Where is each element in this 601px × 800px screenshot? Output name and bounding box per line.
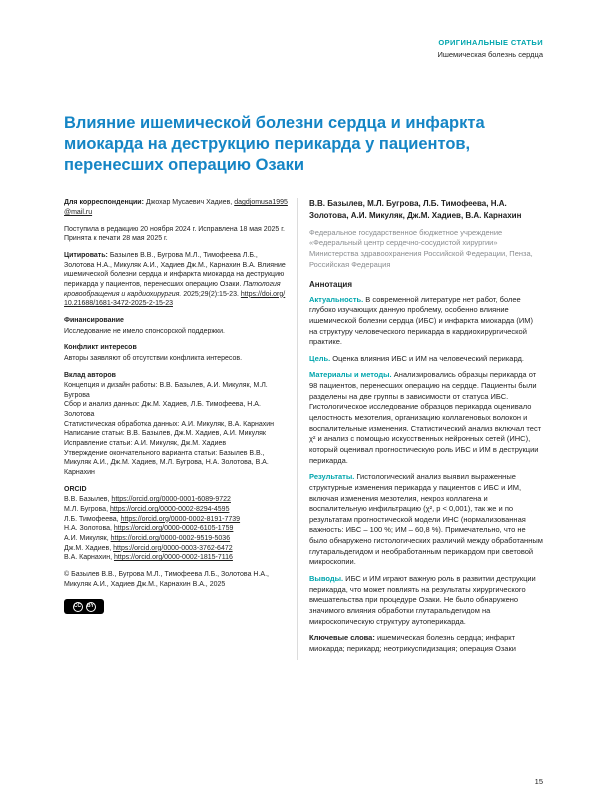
- page-header: [64, 38, 543, 59]
- contrib-item: Исправление статьи: А.И. Микуляк, Дж.М. Хадиев: [64, 440, 227, 448]
- funding-text: Исследование не имело спонсорской поддержки.: [64, 327, 225, 335]
- abstract-column: [297, 198, 543, 660]
- correspondence-name: Джохар Мусаевич Хадиев,: [145, 199, 233, 207]
- orcid-link[interactable]: https://orcid.org/0000-0002-9519-5036: [110, 535, 231, 543]
- keywords-block: [309, 633, 543, 654]
- author-contributions-block: [64, 371, 288, 478]
- orcid-link[interactable]: https://orcid.org/0000-0002-6105-1759: [113, 525, 234, 533]
- section-label: Актуальность.: [309, 294, 364, 304]
- citation-text: Базылев В.В., Бугрова М.Л., Тимофеева Л.Б., Золотова Н.А., Микуляк А.И., Хадиев Дж.М., Карнахин В.А. Влияние ишемической болезни сердца и инфаркта миокарда на деструкцию перикарда у пациентов, перенесших операцию Озаки.: [64, 251, 286, 288]
- correspondence-email-link[interactable]: dagdjomusa1995@mail.ru: [64, 199, 288, 216]
- section-label: Материалы и методы.: [309, 370, 392, 380]
- orcid-author: А.И. Микуляк,: [64, 535, 109, 543]
- contrib-item: Сбор и анализ данных: Дж.М. Хадиев, Л.Б. Тимофеева, Н.А. Золотова: [64, 401, 261, 419]
- cc-by-license-badge[interactable]: [64, 599, 104, 614]
- authors-line: В.В. Базылев, М.Л. Бугрова, Л.Б. Тимофеева, Н.А. Золотова, А.И. Микуляк, Дж.М. Хадиев, В.А. Карнахин: [309, 199, 522, 220]
- section-label: Выводы.: [309, 574, 344, 583]
- abstract-section-background: [309, 295, 543, 348]
- article-title: Влияние ишемической болезни сердца и инфаркта миокарда на деструкцию перикарда у пациентов, перенесших операцию Озаки: [64, 114, 485, 175]
- section-text: ИБС и ИМ играют важную роль в развитии деструкции перикарда, что может повлиять на результаты хирургического вмешательства при процедуре Озаки. Не было обнаружено значимого влияния обработки глутаральдегидом на микроскопическую структуру аутоперикарда.: [309, 574, 536, 626]
- contrib-item: Концепция и дизайн работы: В.В. Базылев, А.И. Микуляк, М.Л. Бугрова: [64, 382, 268, 399]
- keywords-text: ишемическая болезнь сердца; инфаркт миокарда; перикард; неотрикуспидизация; операция Озаки: [309, 633, 516, 653]
- conflict-text: Авторы заявляют об отсутствии конфликта интересов.: [64, 354, 243, 362]
- orcid-entry: [64, 505, 288, 515]
- orcid-heading: ORCID: [64, 485, 87, 493]
- contrib-item: Утверждение окончательного варианта статьи: Базылев В.В., Микуляк А.И., Дж.М. Хадиев, М.Л. Бугрова, Н.А. Золотова, В.А. Карнахин: [64, 449, 269, 477]
- orcid-link[interactable]: https://orcid.org/0000-0003-3762-6472: [113, 544, 233, 552]
- contrib-item: Статистическая обработка данных: А.И. Микуляк, В.А. Карнахин: [64, 420, 275, 428]
- section-text: В современной литературе нет работ, более глубоко изучающих данную проблему, особенно влияние ишемической болезни сердца (ИБС) и инфаркта миокарда (ИМ) на структуру человеческого перикарда в кардиохирургической практике.: [309, 294, 533, 347]
- conflict-block: [64, 343, 288, 363]
- correspondence-block: [64, 198, 288, 217]
- orcid-block: [64, 485, 288, 563]
- section-rubric: Ишемическая болезнь сердца: [437, 50, 543, 59]
- abstract-section-aim: [309, 354, 543, 365]
- orcid-entry: [64, 534, 288, 544]
- citation-label: Цитировать:: [64, 251, 108, 259]
- conflict-heading: Конфликт интересов: [64, 344, 137, 352]
- funding-block: [64, 316, 288, 336]
- orcid-author: М.Л. Бугрова,: [64, 506, 109, 514]
- correspondence-label: Для корреспонденции:: [64, 199, 144, 207]
- orcid-entry: [64, 515, 288, 525]
- section-kicker: ОРИГИНАЛЬНЫЕ СТАТЬИ: [438, 38, 543, 47]
- section-text: Анализировались образцы перикарда от 98 пациентов, перенесших операцию на сердце. Пациенты были разделены на две группы в зависимости от статуса ИБС. Гистологическое исследование образцов перикарда оценивало целостность мезотелия, организацию коллагеновых волокон и воспалительные изменения. Статистический анализ включал тест χ² и анализ с помощью искусственных нейронных сетей (ИНС), который оценивал прогностическую роль ИБС и ИМ в деструкции перикарда.: [309, 370, 542, 465]
- section-text: Гистологический анализ выявил выраженные структурные изменения перикарда у пациентов с ИБС и ИМ, включая изменения мезотелия, некроз коллагена и воспалительную инфильтрацию (χ², p < 0,001), так же и по результатам прогностической модели ИНС (нормализованная важность: ИБС – 100 %; ИМ – 60,8 %). Примечательно, что не было обнаружено гистологических различий между обработанным глутаральдегидом и необработанным перикардом при световой микроскопии.: [309, 472, 543, 567]
- section-label: Результаты.: [309, 472, 355, 482]
- orcid-link[interactable]: https://orcid.org/0000-0002-8294-4595: [109, 506, 230, 514]
- keywords-label: Ключевые слова:: [309, 633, 375, 643]
- orcid-entry: [64, 495, 288, 505]
- abstract-section-results: [309, 472, 543, 568]
- page-number: 15: [534, 777, 543, 786]
- abstract-heading: Аннотация: [309, 280, 352, 290]
- section-text: Оценка влияния ИБС и ИМ на человеческий перикард.: [332, 353, 524, 363]
- by-icon: BY: [86, 602, 96, 612]
- citation-journal: Патология кровообращения и кардиохирургия.: [64, 280, 281, 298]
- abstract-section-methods: [309, 370, 543, 466]
- contrib-heading: Вклад авторов: [64, 371, 116, 379]
- metadata-column: [64, 198, 288, 660]
- abstract-section-conclusions: [309, 574, 543, 627]
- orcid-entry: [64, 553, 288, 563]
- header-rubric-block: [437, 38, 543, 59]
- orcid-author: В.В. Базылев,: [64, 496, 110, 504]
- orcid-author: В.А. Карнахин,: [64, 554, 113, 562]
- affiliation: Федеральное государственное бюджетное учреждение «Федеральный центр сердечно-сосудистой хирургии» Министерства здравоохранения Российской Федерации, Пенза, Российская Федерация: [309, 227, 533, 269]
- funding-heading: Финансирование: [64, 316, 124, 324]
- doi-link[interactable]: https://doi.org/10.21688/1681-3472-2025-2-15-23: [64, 290, 286, 308]
- citation-issue: 2025;29(2):15-23.: [183, 290, 239, 298]
- orcid-entry: [64, 524, 288, 534]
- orcid-author: Дж.М. Хадиев,: [64, 544, 112, 552]
- orcid-author: Н.А. Золотова,: [64, 525, 112, 533]
- orcid-link[interactable]: https://orcid.org/0000-0001-6089-9722: [111, 496, 231, 504]
- copyright-line: © Базылев В.В., Бугрова М.Л., Тимофеева Л.Б., Золотова Н.А., Микуляк А.И., Хадиев Дж.М., Карнахин В.А., 2025: [64, 570, 269, 588]
- orcid-link[interactable]: https://orcid.org/0000-0002-1815-7116: [113, 554, 233, 562]
- citation-block: [64, 251, 288, 309]
- orcid-link[interactable]: https://orcid.org/0000-0002-8191-7739: [120, 515, 241, 523]
- orcid-entry: [64, 544, 288, 554]
- contrib-item: Написание статьи: В.В. Базылев, Дж.М. Хадиев, А.И. Микуляк: [64, 430, 266, 438]
- two-column-body: [64, 198, 543, 660]
- orcid-author: Л.Б. Тимофеева,: [64, 515, 119, 523]
- cc-icon: CC: [73, 602, 83, 612]
- section-label: Цель.: [309, 353, 331, 363]
- submission-dates: Поступила в редакцию 20 ноября 2024 г. Исправлена 18 мая 2025 г. Принята к печати 28 мая 2025 г.: [64, 225, 285, 243]
